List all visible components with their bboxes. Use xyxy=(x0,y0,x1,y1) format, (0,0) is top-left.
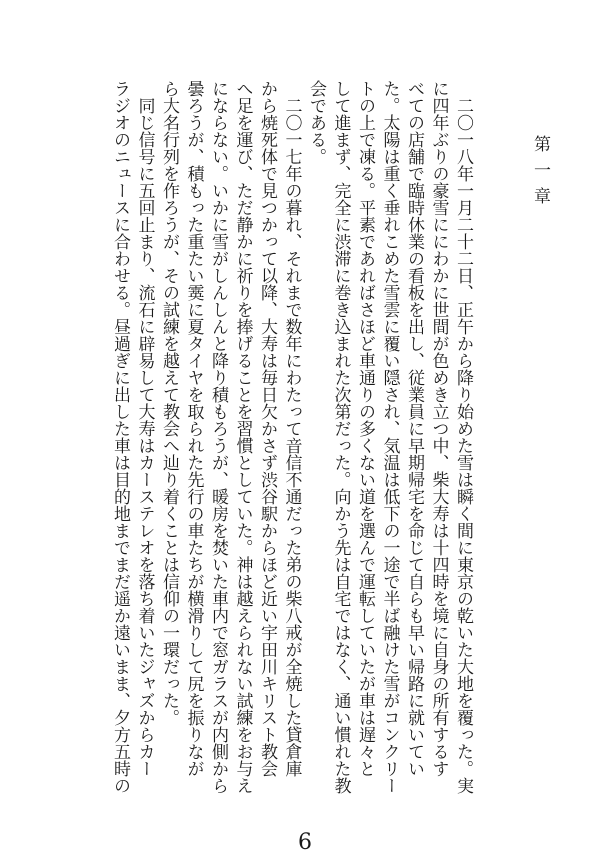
text-line: べての店舗で臨時休業の看板を出し、従業員に早期帰宅を命じて自らも早い帰路に就いてい xyxy=(404,80,424,777)
text-line: 二〇一八年一月二十二日、正午から降り始めた雪は瞬く間に東京の乾いた大地を覆った。実 xyxy=(453,80,473,794)
text-line: 会である。 xyxy=(306,80,326,165)
text-line: へ足を運び、ただ静かに祈りを捧げることを習慣としていた。神は越えられない試練をお与え xyxy=(232,80,253,794)
text-line: ら大名行列を作ろうが、その試練を越えて教会へ辿り着くことは信仰の一環だった。 xyxy=(159,80,179,726)
text-line: 同じ信号に五回止まり、流石に辟易して大寿はカーステレオを落ち着いたジャズからカー xyxy=(134,80,155,777)
text-line: して進まず、完全に渋滞に巻き込まれた次第だった。向かう先は自宅ではなく、通い慣れた教 xyxy=(330,80,351,794)
text-line: トの上で凍る。平素であればさほど車通りの多くない道を選んで運転していたが車は遅々と xyxy=(355,80,375,777)
chapter-title: 第一章 xyxy=(530,135,550,213)
body-text xyxy=(108,80,476,800)
text-line: た。太陽は重く垂れこめた雪雲に覆い隠され、気温は低下の一途で半ば融けた雪がコンクリー xyxy=(379,80,400,794)
text-line: にならない。いかに雪がしんしんと降り積もろうが、暖房を焚いた車内で窓ガラスが内側から xyxy=(208,80,228,794)
page-number: 6 xyxy=(298,830,312,855)
text-line: ラジオのニュースに合わせる。昼過ぎに出した車は目的地までまだ遥か遠いまま、夕方五時の xyxy=(110,80,130,794)
text-line: に四年ぶりの豪雪ににわかに世間が色めき立つ中、柴大寿は十四時を境に自身の所有するす xyxy=(428,80,449,777)
text-line: 二〇一七年の暮れ、それまで数年にわたって音信不通だった弟の柴八戒が全焼した貸倉庫 xyxy=(281,80,302,777)
text-line: 曇ろうが、積もった重たい霙に夏タイヤを取られた先行の車たちが横滑りして尻を振りなが xyxy=(183,80,204,777)
text-line: から焼死体で見つかって以降、大寿は毎日欠かさず渋谷駅からほど近い宇田川キリスト教会 xyxy=(257,80,277,777)
